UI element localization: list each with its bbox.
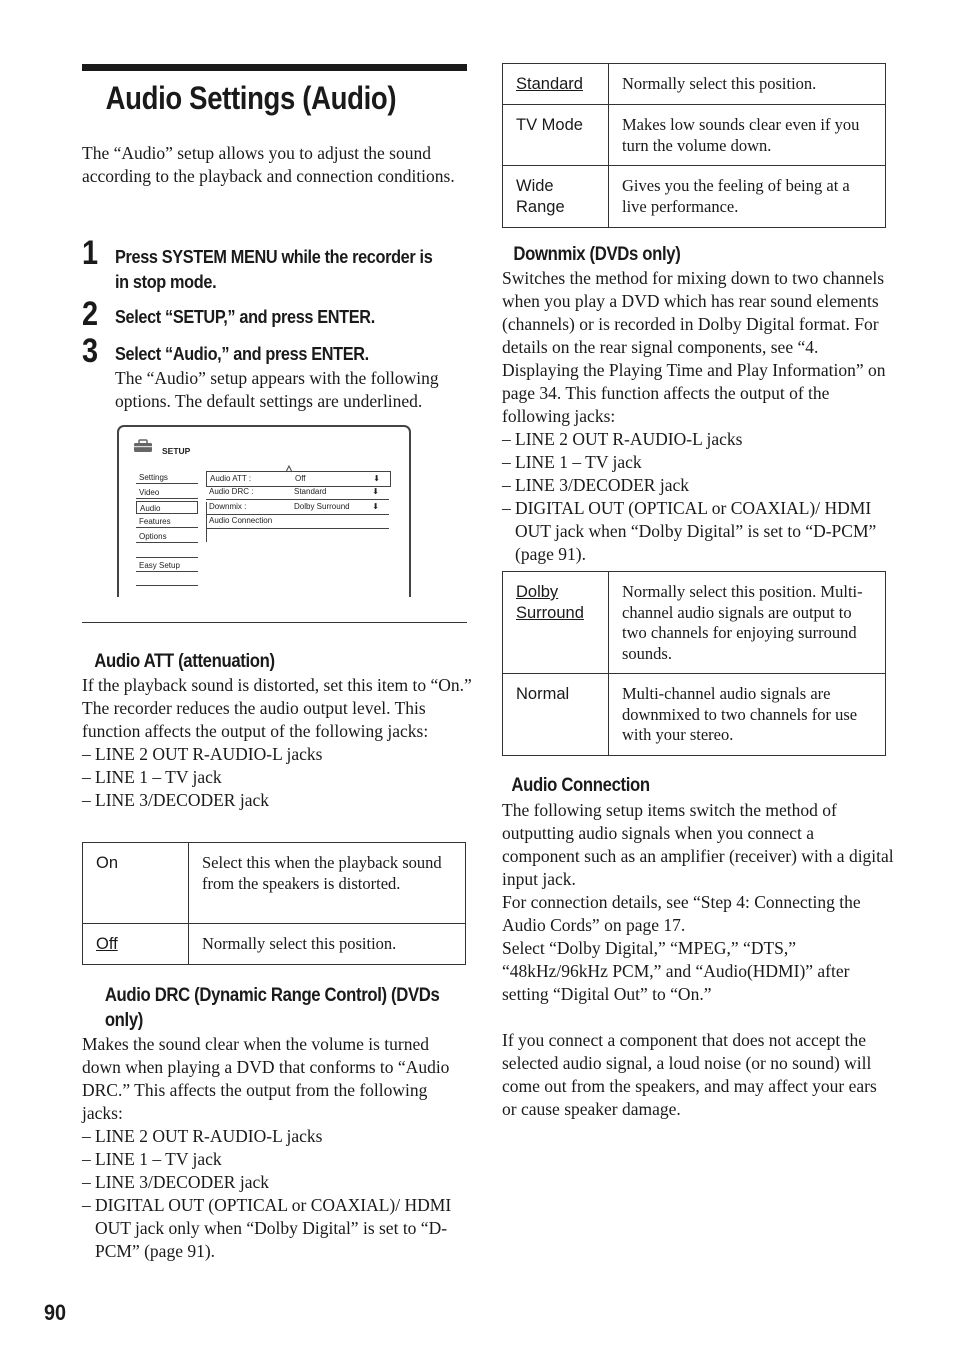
option-tv-mode: TV Mode: [516, 116, 583, 134]
screen-row-value: Standard: [294, 487, 327, 496]
screen-menu-settings: Settings: [136, 471, 198, 484]
downmix-table: [502, 571, 886, 756]
screen-header: SETUP: [162, 446, 191, 456]
step-number-2: 2: [82, 295, 99, 333]
list-item: – LINE 3/DECODER jack: [82, 1172, 269, 1192]
screen-row-label: Audio DRC :: [209, 487, 254, 496]
step-number-3: 3: [82, 332, 99, 370]
screen-menu-rule: [136, 585, 198, 586]
list-item: – DIGITAL OUT (OPTICAL or COAXIAL)/ HDMI OUT jack only when “Dolby Digital” is set to “D-PCM” (page 91).: [82, 1195, 452, 1261]
up-pointer-icon: [285, 465, 292, 472]
screen-row-audio-drc: [206, 485, 389, 500]
page-number: 90: [44, 1300, 67, 1325]
audio-att-heading-wrap: [82, 649, 287, 674]
screen-row-value: Off: [295, 474, 306, 483]
list-item: – LINE 1 – TV jack: [82, 1149, 222, 1169]
screen-menu-video: Video: [136, 486, 198, 499]
audio-att-body: [82, 674, 472, 812]
screen-row-divider: [206, 502, 207, 542]
option-description: Normally select this position.: [202, 934, 397, 953]
list-item: – LINE 3/DECODER jack: [82, 790, 269, 810]
step-1-line1: Press SYSTEM MENU while the recorder is: [115, 246, 433, 267]
list-item: – LINE 1 – TV jack: [82, 767, 222, 787]
list-item: – LINE 2 OUT R-AUDIO-L jacks: [502, 429, 743, 449]
option-normal: Normal: [516, 685, 570, 703]
audio-att-heading: Audio ATT (attenuation): [94, 651, 275, 672]
intro-text: The “Audio” setup allows you to adjust the sound according to the playback and connection conditions.: [82, 143, 455, 186]
step-3-note: [115, 367, 471, 413]
option-description: Makes low sounds clear even if you turn the volume down.: [622, 115, 860, 155]
option-standard-default: Standard: [516, 75, 583, 93]
downmix-body: [502, 267, 894, 566]
table-row: [503, 64, 886, 105]
downmix-heading-wrap: [502, 242, 692, 267]
option-wide-range: Wide Range: [516, 177, 565, 216]
table-row: [503, 105, 886, 166]
audio-drc-heading-line2: only): [104, 1010, 143, 1031]
option-description: Multi-channel audio signals are downmixed to two channels for use with your stereo.: [622, 684, 858, 744]
step-1-line2: in stop mode.: [115, 271, 217, 292]
step-number-1: 1: [82, 234, 99, 272]
audio-connection-p2: For connection details, see “Step 4: Connecting the Audio Cords” on page 17.: [502, 892, 861, 935]
audio-connection-body: [502, 799, 894, 1121]
table-row: [83, 843, 466, 924]
audio-drc-text: Makes the sound clear when the volume is turned down when playing a DVD that conforms to “Audio DRC.” This affects the output from the following jacks:: [82, 1034, 450, 1123]
screen-menu-features: Features: [136, 515, 198, 528]
step-1-text: [115, 244, 432, 294]
setup-screen-illustration: [117, 425, 411, 597]
downmix-text: Switches the method for mixing down to two channels when you play a DVD which has rear sound elements (channels) or is recorded in Dolby Digital format. For details on the rear signal components, see “4. Displaying the Playing Time and Play Information” on page 34. This function affects the output of the following jacks:: [502, 268, 886, 426]
screen-row-label: Audio ATT :: [210, 474, 252, 483]
audio-connection-heading-wrap: [502, 773, 659, 798]
page-title: Audio Settings (Audio): [105, 80, 397, 116]
list-item: – DIGITAL OUT (OPTICAL or COAXIAL)/ HDMI OUT jack when “Dolby Digital” is set to “D-PCM” (page 91).: [502, 498, 877, 564]
screen-row-value: Dolby Surround: [294, 502, 350, 511]
step-3-text: Select “Audio,” and press ENTER.: [115, 343, 369, 364]
step-2-text: Select “SETUP,” and press ENTER.: [115, 306, 375, 327]
screen-row-label: Downmix :: [209, 502, 247, 511]
audio-connection-p3: Select “Dolby Digital,” “MPEG,” “DTS,” “48kHz/96kHz PCM,” and “Audio(HDMI)” after setting “Digital Out” to “On.”: [502, 938, 850, 1004]
intro-paragraph: [82, 142, 472, 188]
screen-row-label: Audio Connection: [209, 516, 273, 525]
step-3-note-text: The “Audio” setup appears with the following options. The default settings are underlined.: [115, 368, 439, 411]
screen-menu-audio-selected: Audio: [136, 501, 198, 514]
table-row: [503, 166, 886, 228]
down-arrow-icon: ⬇: [372, 487, 379, 496]
title-rule: [82, 64, 467, 71]
setup-toolbox-icon: [133, 439, 153, 453]
downmix-heading: Downmix (DVDs only): [513, 244, 681, 265]
down-arrow-icon: ⬇: [372, 502, 379, 511]
list-item: – LINE 2 OUT R-AUDIO-L jacks: [82, 744, 323, 764]
audio-drc-body: [82, 1033, 472, 1263]
screen-row-downmix: [206, 500, 389, 515]
audio-att-text: If the playback sound is distorted, set this item to “On.” The recorder reduces the audio output level. This function affects the output of the following jacks:: [82, 675, 472, 741]
audio-drc-table: [502, 63, 886, 228]
audio-drc-heading-wrap: [82, 983, 462, 1033]
audio-connection-p4: If you connect a component that does not accept the selected audio signal, a loud noise (or no sound) will come out from the speakers, and may affect your ears or cause speaker damage.: [502, 1030, 877, 1119]
audio-att-table: [82, 842, 466, 965]
audio-connection-p1: The following setup items switch the method of outputting audio signals when you connect a component such as an amplifier (receiver) with a digital input jack.: [502, 800, 894, 889]
table-row: [83, 924, 466, 965]
screen-menu-options: Options: [136, 530, 198, 543]
audio-drc-heading-line1: Audio DRC (Dynamic Range Control) (DVDs: [104, 985, 440, 1006]
screen-menu-easy-setup: Easy Setup: [136, 559, 198, 572]
down-arrow-icon: ⬇: [373, 474, 380, 483]
option-description: Gives you the feeling of being at a live performance.: [622, 176, 850, 216]
screen-menu-blank: [136, 545, 198, 558]
table-row: [503, 674, 886, 756]
section-divider: [82, 622, 467, 623]
option-off-default: Off: [96, 935, 118, 953]
list-item: – LINE 3/DECODER jack: [502, 475, 689, 495]
screen-row-audio-connection: [206, 514, 389, 529]
audio-connection-heading: Audio Connection: [511, 775, 650, 796]
option-on: On: [96, 854, 119, 872]
option-description: Normally select this position. Multi-channel audio signals are output to two channels for enjoying surround sounds.: [622, 582, 863, 663]
option-dolby-surround-default: Dolby Surround: [516, 583, 584, 622]
list-item: – LINE 2 OUT R-AUDIO-L jacks: [82, 1126, 323, 1146]
table-row: [503, 572, 886, 674]
list-item: – LINE 1 – TV jack: [502, 452, 642, 472]
page-title-wrap: [82, 78, 420, 118]
option-description: Select this when the playback sound from the speakers is distorted.: [202, 853, 442, 893]
option-description: Normally select this position.: [622, 74, 817, 93]
